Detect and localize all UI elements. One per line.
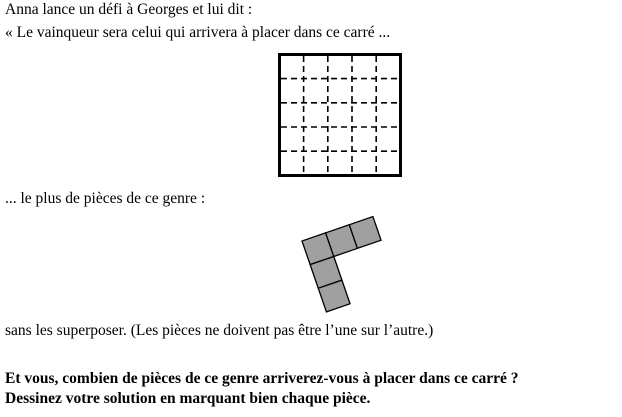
intro-line: Anna lance un défi à Georges et lui dit : <box>5 1 253 18</box>
grid-square-figure <box>278 53 402 177</box>
quote-line: « Le vainqueur sera celui qui arrivera à placer dans ce carré ... <box>5 24 391 41</box>
instruction-line: Dessinez votre solution en marquant bien chaque pièce. <box>5 390 371 407</box>
pieces-line: ... le plus de pièces de ce genre : <box>5 190 206 207</box>
no-overlap-line: sans les superposer. (Les pièces ne doivent pas être l’une sur l’autre.) <box>5 322 434 339</box>
piece-figure <box>295 212 390 317</box>
question-line: Et vous, combien de pièces de ce genre arriverez-vous à placer dans ce carré ? <box>5 370 519 387</box>
